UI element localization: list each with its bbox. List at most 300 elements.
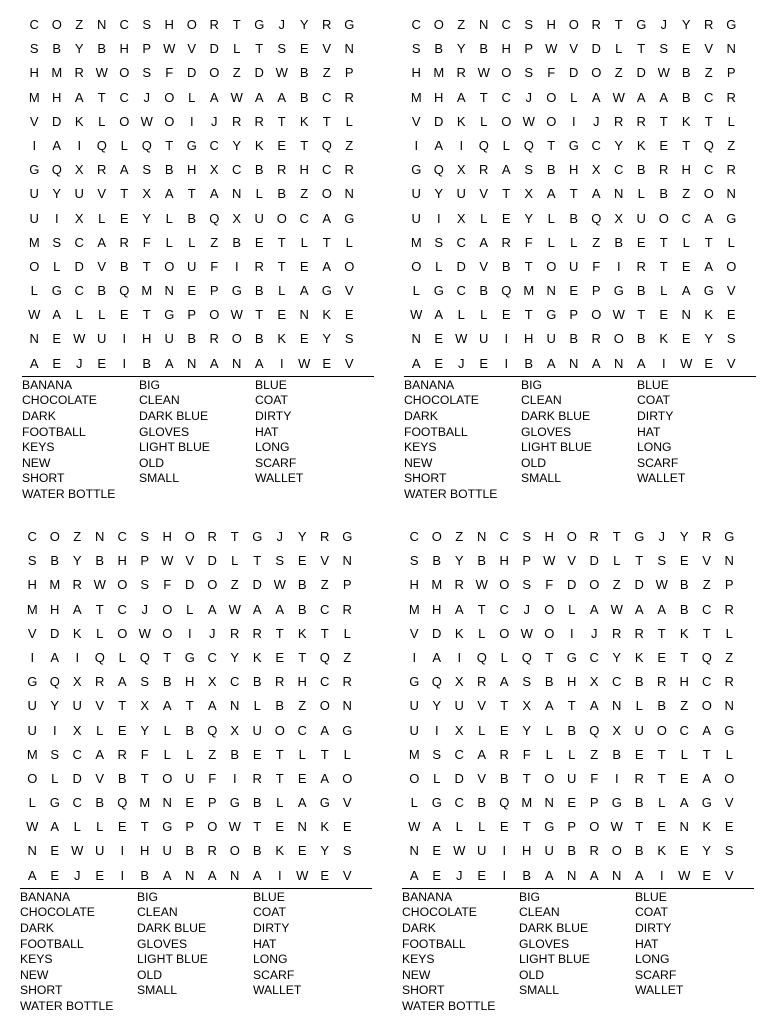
grid-letter: T <box>522 819 531 835</box>
grid-letter: R <box>209 331 219 347</box>
grid-letter: W <box>296 867 309 883</box>
grid-letter: L <box>682 234 690 250</box>
grid-letter: C <box>207 649 217 665</box>
grid-letter: E <box>659 137 669 153</box>
grid-letter: E <box>95 867 105 883</box>
grid-letter: P <box>567 819 577 835</box>
grid-letter: Y <box>454 553 464 569</box>
grid-letter: Z <box>230 577 239 593</box>
grid-letter: Q <box>51 162 62 178</box>
grid-letter: Y <box>320 843 330 859</box>
grid-letter: B <box>659 186 669 202</box>
grid-letter: T <box>255 307 264 323</box>
grid-letter: G <box>321 283 332 299</box>
grid-letter: S <box>50 746 60 762</box>
grid-letter: R <box>254 258 264 274</box>
grid-letter: I <box>571 113 576 129</box>
grid-letter: B <box>297 577 307 593</box>
grid-letter: Z <box>727 137 736 153</box>
grid-letter: N <box>185 867 195 883</box>
grid-letter: E <box>499 722 509 738</box>
grid-letter: B <box>140 867 150 883</box>
grid-letter: D <box>434 113 444 129</box>
grid-letter: G <box>703 283 714 299</box>
grid-letter: U <box>411 210 421 226</box>
word-list-item: NEW <box>402 967 431 982</box>
grid-letter: T <box>275 770 284 786</box>
grid-letter: A <box>252 601 262 617</box>
grid-letter: A <box>636 355 646 371</box>
grid-letter: G <box>433 283 444 299</box>
grid-letter: T <box>140 819 149 835</box>
grid-letter: A <box>322 210 332 226</box>
grid-letter: L <box>725 625 733 641</box>
grid-letter: F <box>524 234 533 250</box>
grid-letter: I <box>457 649 462 665</box>
grid-letter: A <box>299 283 309 299</box>
grid-letter: U <box>74 186 84 202</box>
letter-grid <box>404 13 756 376</box>
grid-letter: B <box>232 234 242 250</box>
grid-letter: W <box>612 89 625 105</box>
word-list-item: WALLET <box>255 471 304 486</box>
grid-letter: O <box>566 529 577 544</box>
grid-letter: Q <box>96 137 107 153</box>
grid-letter: M <box>433 65 445 81</box>
grid-letter: Q <box>49 674 60 690</box>
word-list-item: DIRTY <box>635 921 672 935</box>
grid-letter: T <box>163 649 172 665</box>
grid-letter: A <box>679 795 689 811</box>
grid-letter: S <box>522 529 532 544</box>
grid-letter: E <box>679 843 689 859</box>
grid-letter: A <box>456 89 466 105</box>
grid-letter: W <box>298 355 311 371</box>
grid-letter: Q <box>521 649 532 665</box>
grid-letter: D <box>456 258 466 274</box>
grid-letter: I <box>122 355 127 371</box>
grid-letter: E <box>117 819 127 835</box>
grid-letter: M <box>431 577 443 593</box>
grid-letter: R <box>252 770 262 786</box>
word-list-item: OLD <box>139 455 165 470</box>
grid-letter: T <box>502 186 511 202</box>
grid-letter: A <box>275 601 285 617</box>
grid-letter: Q <box>523 137 534 153</box>
grid-letter: L <box>547 210 555 226</box>
grid-letter: G <box>319 795 330 811</box>
grid-letter: L <box>480 307 488 323</box>
grid-letter: Y <box>297 529 307 544</box>
grid-letter: Z <box>300 186 309 202</box>
grid-letter: Z <box>592 234 601 250</box>
grid-letter: E <box>434 355 444 371</box>
grid-letter: H <box>142 331 152 347</box>
word-list-item: GLOVES <box>521 424 572 439</box>
grid-letter: T <box>320 746 329 762</box>
word-list-item: DIRTY <box>637 409 674 423</box>
grid-letter: A <box>704 258 714 274</box>
grid-letter: X <box>207 674 217 690</box>
grid-letter: N <box>232 355 242 371</box>
grid-letter: Y <box>142 210 152 226</box>
grid-letter: O <box>162 770 173 786</box>
word-list-item: SHORT <box>402 983 445 998</box>
grid-letter: T <box>702 625 711 641</box>
grid-letter: P <box>207 795 217 811</box>
grid-letter: L <box>98 210 106 226</box>
grid-letter: A <box>162 867 172 883</box>
grid-letter: G <box>568 137 579 153</box>
grid-letter: L <box>188 89 196 105</box>
grid-letter: H <box>569 162 579 178</box>
grid-letter: A <box>209 355 219 371</box>
grid-letter: U <box>27 698 37 714</box>
grid-letter: A <box>702 770 712 786</box>
grid-letter: D <box>209 41 219 57</box>
grid-letter: B <box>477 795 487 811</box>
grid-letter: Q <box>591 210 602 226</box>
grid-letter: H <box>29 65 39 81</box>
grid-letter: W <box>230 89 243 105</box>
grid-letter: L <box>186 746 194 762</box>
grid-letter: L <box>478 819 486 835</box>
grid-letter: N <box>569 355 579 371</box>
grid-letter: O <box>119 113 130 129</box>
grid-letter: O <box>724 770 735 786</box>
grid-letter: U <box>252 722 262 738</box>
grid-letter: O <box>209 307 220 323</box>
grid-letter: E <box>297 770 307 786</box>
word-list-item: DIRTY <box>253 921 290 935</box>
grid-letter: M <box>28 234 40 250</box>
grid-letter: B <box>275 698 285 714</box>
grid-letter: G <box>634 529 645 544</box>
grid-letter: N <box>342 553 352 569</box>
grid-letter: Z <box>210 234 219 250</box>
grid-letter: I <box>459 137 464 153</box>
grid-letter: B <box>679 601 689 617</box>
grid-letter: H <box>522 843 532 859</box>
word-list-item: COAT <box>637 393 670 408</box>
grid-letter: T <box>524 258 533 274</box>
grid-letter: G <box>431 795 442 811</box>
grid-letter: A <box>501 162 511 178</box>
grid-letter: C <box>29 17 39 32</box>
grid-letter: N <box>187 355 197 371</box>
grid-letter: R <box>119 234 129 250</box>
grid-letter: B <box>142 355 152 371</box>
grid-letter: L <box>118 649 126 665</box>
grid-letter: V <box>411 113 421 129</box>
grid-letter: N <box>29 331 39 347</box>
grid-letter: Z <box>73 529 82 544</box>
grid-letter: T <box>569 186 578 202</box>
grid-letter: E <box>277 137 287 153</box>
grid-letter: Q <box>94 649 105 665</box>
grid-letter: C <box>591 137 601 153</box>
grid-letter: N <box>232 186 242 202</box>
grid-letter: T <box>230 529 239 544</box>
grid-letter: O <box>164 258 175 274</box>
grid-letter: O <box>117 625 128 641</box>
grid-letter: W <box>140 113 153 129</box>
grid-letter: R <box>454 577 464 593</box>
grid-letter: K <box>277 331 287 347</box>
grid-letter: D <box>454 770 464 786</box>
grid-letter: A <box>252 867 262 883</box>
grid-letter: W <box>612 307 625 323</box>
grid-letter: A <box>207 698 217 714</box>
word-search-puzzle-4 <box>402 525 754 1015</box>
grid-letter: T <box>702 746 711 762</box>
grid-letter: K <box>704 307 714 323</box>
grid-letter: Z <box>298 698 307 714</box>
word-list-item: LONG <box>255 440 290 455</box>
word-list-item: CHOCOLATE <box>404 393 479 408</box>
grid-letter: B <box>252 674 262 690</box>
grid-letter: I <box>661 355 666 371</box>
grid-letter: L <box>480 210 488 226</box>
grid-letter: T <box>97 89 106 105</box>
grid-letter: G <box>186 137 197 153</box>
grid-letter: A <box>589 698 599 714</box>
grid-letter: C <box>72 795 82 811</box>
word-list-item: FOOTBALL <box>404 424 468 439</box>
grid-letter: E <box>299 41 309 57</box>
grid-letter: T <box>142 307 151 323</box>
grid-letter: Y <box>704 331 714 347</box>
grid-letter: T <box>253 819 262 835</box>
word-list-item: WALLET <box>635 983 684 998</box>
grid-letter: Y <box>72 553 82 569</box>
grid-letter: Z <box>614 65 623 81</box>
grid-letter: W <box>455 331 468 347</box>
grid-letter: N <box>612 698 622 714</box>
word-list <box>22 377 374 503</box>
grid-letter: T <box>95 601 104 617</box>
grid-letter: B <box>634 795 644 811</box>
grid-letter: A <box>411 355 421 371</box>
grid-letter: M <box>410 89 422 105</box>
grid-letter: G <box>51 283 62 299</box>
grid-letter: L <box>727 113 735 129</box>
grid-letter: P <box>142 41 152 57</box>
grid-letter: I <box>436 210 441 226</box>
grid-letter: I <box>30 649 35 665</box>
grid-letter: O <box>658 210 669 226</box>
grid-letter: A <box>589 867 599 883</box>
grid-letter: R <box>634 770 644 786</box>
grid-letter: T <box>522 770 531 786</box>
grid-letter: W <box>26 819 39 835</box>
grid-letter: L <box>660 283 668 299</box>
grid-letter: D <box>72 770 82 786</box>
grid-letter: D <box>207 553 217 569</box>
grid-letter: J <box>658 529 665 544</box>
grid-letter: L <box>30 283 38 299</box>
grid-letter: J <box>593 113 600 129</box>
grid-letter: N <box>544 795 554 811</box>
grid-letter: U <box>456 186 466 202</box>
grid-letter: W <box>678 867 691 883</box>
grid-letter: T <box>298 649 307 665</box>
grid-letter: V <box>344 283 354 299</box>
grid-letter: T <box>614 17 623 32</box>
grid-letter: L <box>500 649 508 665</box>
grid-letter: B <box>524 355 534 371</box>
grid-letter: C <box>320 674 330 690</box>
word-list-item: SCARF <box>637 455 679 470</box>
word-list <box>404 377 756 503</box>
grid-letter: A <box>209 89 219 105</box>
grid-letter: J <box>276 529 283 544</box>
grid-letter: L <box>343 625 351 641</box>
grid-letter: N <box>344 41 354 57</box>
grid-letter: L <box>615 41 623 57</box>
grid-letter: L <box>545 746 553 762</box>
grid-letter: L <box>433 770 441 786</box>
grid-letter: L <box>255 186 263 202</box>
grid-letter: Z <box>455 529 464 544</box>
grid-letter: E <box>659 307 669 323</box>
grid-letter: L <box>455 819 463 835</box>
grid-letter: K <box>297 625 307 641</box>
grid-letter: Y <box>434 186 444 202</box>
grid-letter: A <box>546 186 556 202</box>
grid-letter: F <box>208 770 217 786</box>
grid-letter: O <box>209 65 220 81</box>
grid-letter: R <box>275 674 285 690</box>
word-list-item: CLEAN <box>521 393 562 408</box>
word-list <box>20 889 372 1015</box>
grid-letter: Z <box>322 65 331 81</box>
grid-letter: A <box>117 674 127 690</box>
grid-letter: G <box>724 529 735 544</box>
grid-letter: E <box>52 355 62 371</box>
grid-letter: B <box>499 770 509 786</box>
letter-grid <box>22 13 374 376</box>
grid-letter: S <box>142 65 152 81</box>
grid-letter: H <box>162 529 172 544</box>
grid-letter: X <box>74 210 84 226</box>
grid-letter: V <box>479 258 489 274</box>
grid-letter: T <box>612 529 621 544</box>
word-list-item: SMALL <box>521 471 561 486</box>
grid-letter: Q <box>117 795 128 811</box>
grid-letter: E <box>297 553 307 569</box>
grid-letter: H <box>546 17 556 32</box>
grid-letter: V <box>569 41 579 57</box>
grid-letter: R <box>277 162 287 178</box>
grid-letter: L <box>345 234 353 250</box>
grid-letter: T <box>140 770 149 786</box>
grid-letter: L <box>457 307 465 323</box>
grid-letter: D <box>252 577 262 593</box>
grid-letter: J <box>456 867 463 883</box>
grid-letter: O <box>431 529 442 544</box>
grid-letter: P <box>185 819 195 835</box>
grid-letter: M <box>408 746 420 762</box>
grid-letter: P <box>569 307 579 323</box>
grid-letter: V <box>704 41 714 57</box>
grid-letter: R <box>479 162 489 178</box>
grid-letter: T <box>659 113 668 129</box>
grid-letter: E <box>702 867 712 883</box>
grid-letter: L <box>98 113 106 129</box>
grid-letter: Y <box>679 529 689 544</box>
grid-letter: E <box>681 258 691 274</box>
grid-letter: E <box>681 41 691 57</box>
grid-letter: Q <box>141 137 152 153</box>
grid-letter: O <box>29 258 40 274</box>
grid-letter: L <box>480 113 488 129</box>
grid-letter: E <box>322 355 332 371</box>
grid-letter: O <box>27 770 38 786</box>
word-list-item: DARK <box>404 409 438 423</box>
grid-letter: Y <box>432 698 442 714</box>
grid-letter: L <box>545 722 553 738</box>
grid-letter: E <box>187 283 197 299</box>
grid-letter: A <box>704 210 714 226</box>
grid-letter: G <box>254 17 265 32</box>
word-list-item: SMALL <box>139 471 179 486</box>
grid-letter: G <box>611 795 622 811</box>
grid-letter: Q <box>499 795 510 811</box>
grid-letter: D <box>74 258 84 274</box>
grid-letter: I <box>414 137 419 153</box>
grid-letter: E <box>344 307 354 323</box>
word-list-item: DARK BLUE <box>519 921 589 935</box>
grid-letter: R <box>589 843 599 859</box>
grid-letter: S <box>275 553 285 569</box>
word-list-item: WALLET <box>637 471 686 486</box>
grid-letter: Q <box>478 137 489 153</box>
grid-letter: N <box>567 867 577 883</box>
grid-letter: E <box>681 331 691 347</box>
grid-letter: P <box>724 577 734 593</box>
grid-letter: F <box>165 65 174 81</box>
grid-letter: L <box>278 283 286 299</box>
word-list-item: SCARF <box>635 967 677 982</box>
grid-letter: T <box>322 234 331 250</box>
grid-letter: W <box>477 65 490 81</box>
grid-letter: L <box>658 795 666 811</box>
grid-letter: C <box>501 17 511 32</box>
grid-letter: O <box>499 625 510 641</box>
grid-letter: B <box>97 283 107 299</box>
grid-letter: N <box>681 307 691 323</box>
grid-letter: U <box>27 722 37 738</box>
grid-letter: H <box>524 331 534 347</box>
grid-letter: I <box>412 649 417 665</box>
grid-letter: E <box>726 307 736 323</box>
grid-letter: S <box>344 331 354 347</box>
grid-letter: J <box>141 601 148 617</box>
grid-letter: O <box>589 577 600 593</box>
grid-letter: K <box>634 649 644 665</box>
grid-letter: L <box>188 234 196 250</box>
grid-letter: M <box>51 65 63 81</box>
grid-letter: O <box>546 113 557 129</box>
grid-letter: E <box>299 258 309 274</box>
grid-letter: R <box>456 65 466 81</box>
grid-letter: A <box>589 601 599 617</box>
grid-letter: S <box>657 553 667 569</box>
grid-letter: H <box>52 89 62 105</box>
grid-letter: G <box>636 17 647 32</box>
grid-letter: E <box>254 234 264 250</box>
